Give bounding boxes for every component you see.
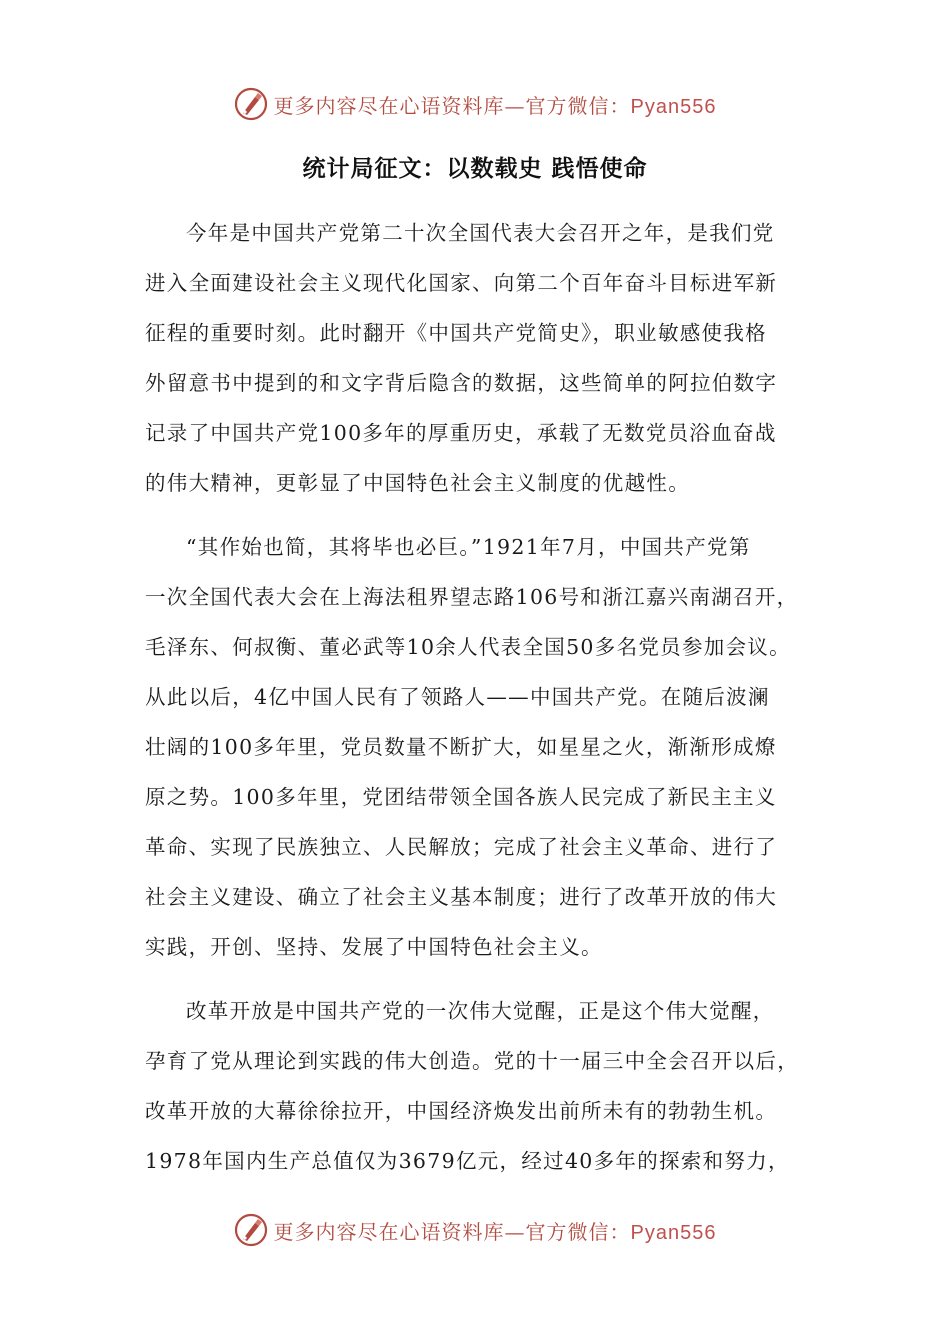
paragraph-line: “其作始也简，其将毕也必巨。”1921年7月，中国共产党第 [186, 535, 751, 559]
pen-nib-logo-icon [234, 1213, 268, 1247]
paragraph-line: 记录了中国共产党100多年的厚重历史，承载了无数党员浴血奋战 [145, 421, 777, 445]
watermark-text: 更多内容尽在心语资料库—官方微信：Pyan556 [273, 93, 717, 118]
paragraph-line: 改革开放是中国共产党的一次伟大觉醒，正是这个伟大觉醒， [186, 999, 775, 1023]
paragraph-2 [145, 522, 825, 972]
paragraph-line: 壮阔的100多年里，党员数量不断扩大，如星星之火，渐渐形成燎 [145, 735, 777, 759]
watermark-wechat-id: Pyan556 [630, 95, 717, 118]
paragraph-line: 原之势。100多年里，党团结带领全国各族人民完成了新民主主义 [145, 785, 777, 809]
watermark-text: 更多内容尽在心语资料库—官方微信：Pyan556 [273, 1219, 717, 1244]
paragraph-line: 外留意书中提到的和文字背后隐含的数据，这些简单的阿拉伯数字 [145, 371, 778, 395]
paragraph-line: 进入全面建设社会主义现代化国家、向第二个百年奋斗目标进军新 [145, 271, 778, 295]
footer-watermark [0, 1210, 950, 1250]
header-watermark [0, 84, 950, 124]
watermark-wechat-id: Pyan556 [630, 1221, 717, 1244]
paragraph-line: 征程的重要时刻。此时翻开《中国共产党简史》，职业敏感使我格 [145, 321, 767, 345]
pen-nib-logo-icon [234, 87, 268, 121]
paragraph-line: 今年是中国共产党第二十次全国代表大会召开之年，是我们党 [186, 221, 775, 245]
paragraph-line: 孕育了党从理论到实践的伟大创造。党的十一届三中全会召开以后， [145, 1049, 799, 1073]
paragraph-line: 毛泽东、何叔衡、董必武等10余人代表全国50多名党员参加会议。 [145, 635, 791, 659]
paragraph-line: 改革开放的大幕徐徐拉开，中国经济焕发出前所未有的勃勃生机。 [145, 1099, 778, 1123]
paragraph-3 [145, 986, 825, 1186]
paragraph-line: 一次全国代表大会在上海法租界望志路106号和浙江嘉兴南湖召开， [145, 585, 799, 609]
document-body [145, 208, 825, 1200]
paragraph-line: 的伟大精神，更彰显了中国特色社会主义制度的优越性。 [145, 471, 690, 495]
paragraph-line: 1978年国内生产总值仅为3679亿元，经过40多年的探索和努力， [145, 1149, 790, 1173]
paragraph-line: 实践，开创、坚持、发展了中国特色社会主义。 [145, 935, 603, 959]
paragraph-line: 社会主义建设、确立了社会主义基本制度；进行了改革开放的伟大 [145, 885, 778, 909]
paragraph-line: 从此以后，4亿中国人民有了领路人——中国共产党。在随后波澜 [145, 685, 770, 709]
paragraph-line: 革命、实现了民族独立、人民解放；完成了社会主义革命、进行了 [145, 835, 778, 859]
page-title: 统计局征文：以数载史 践悟使命 [302, 156, 648, 182]
paragraph-1 [145, 208, 825, 508]
